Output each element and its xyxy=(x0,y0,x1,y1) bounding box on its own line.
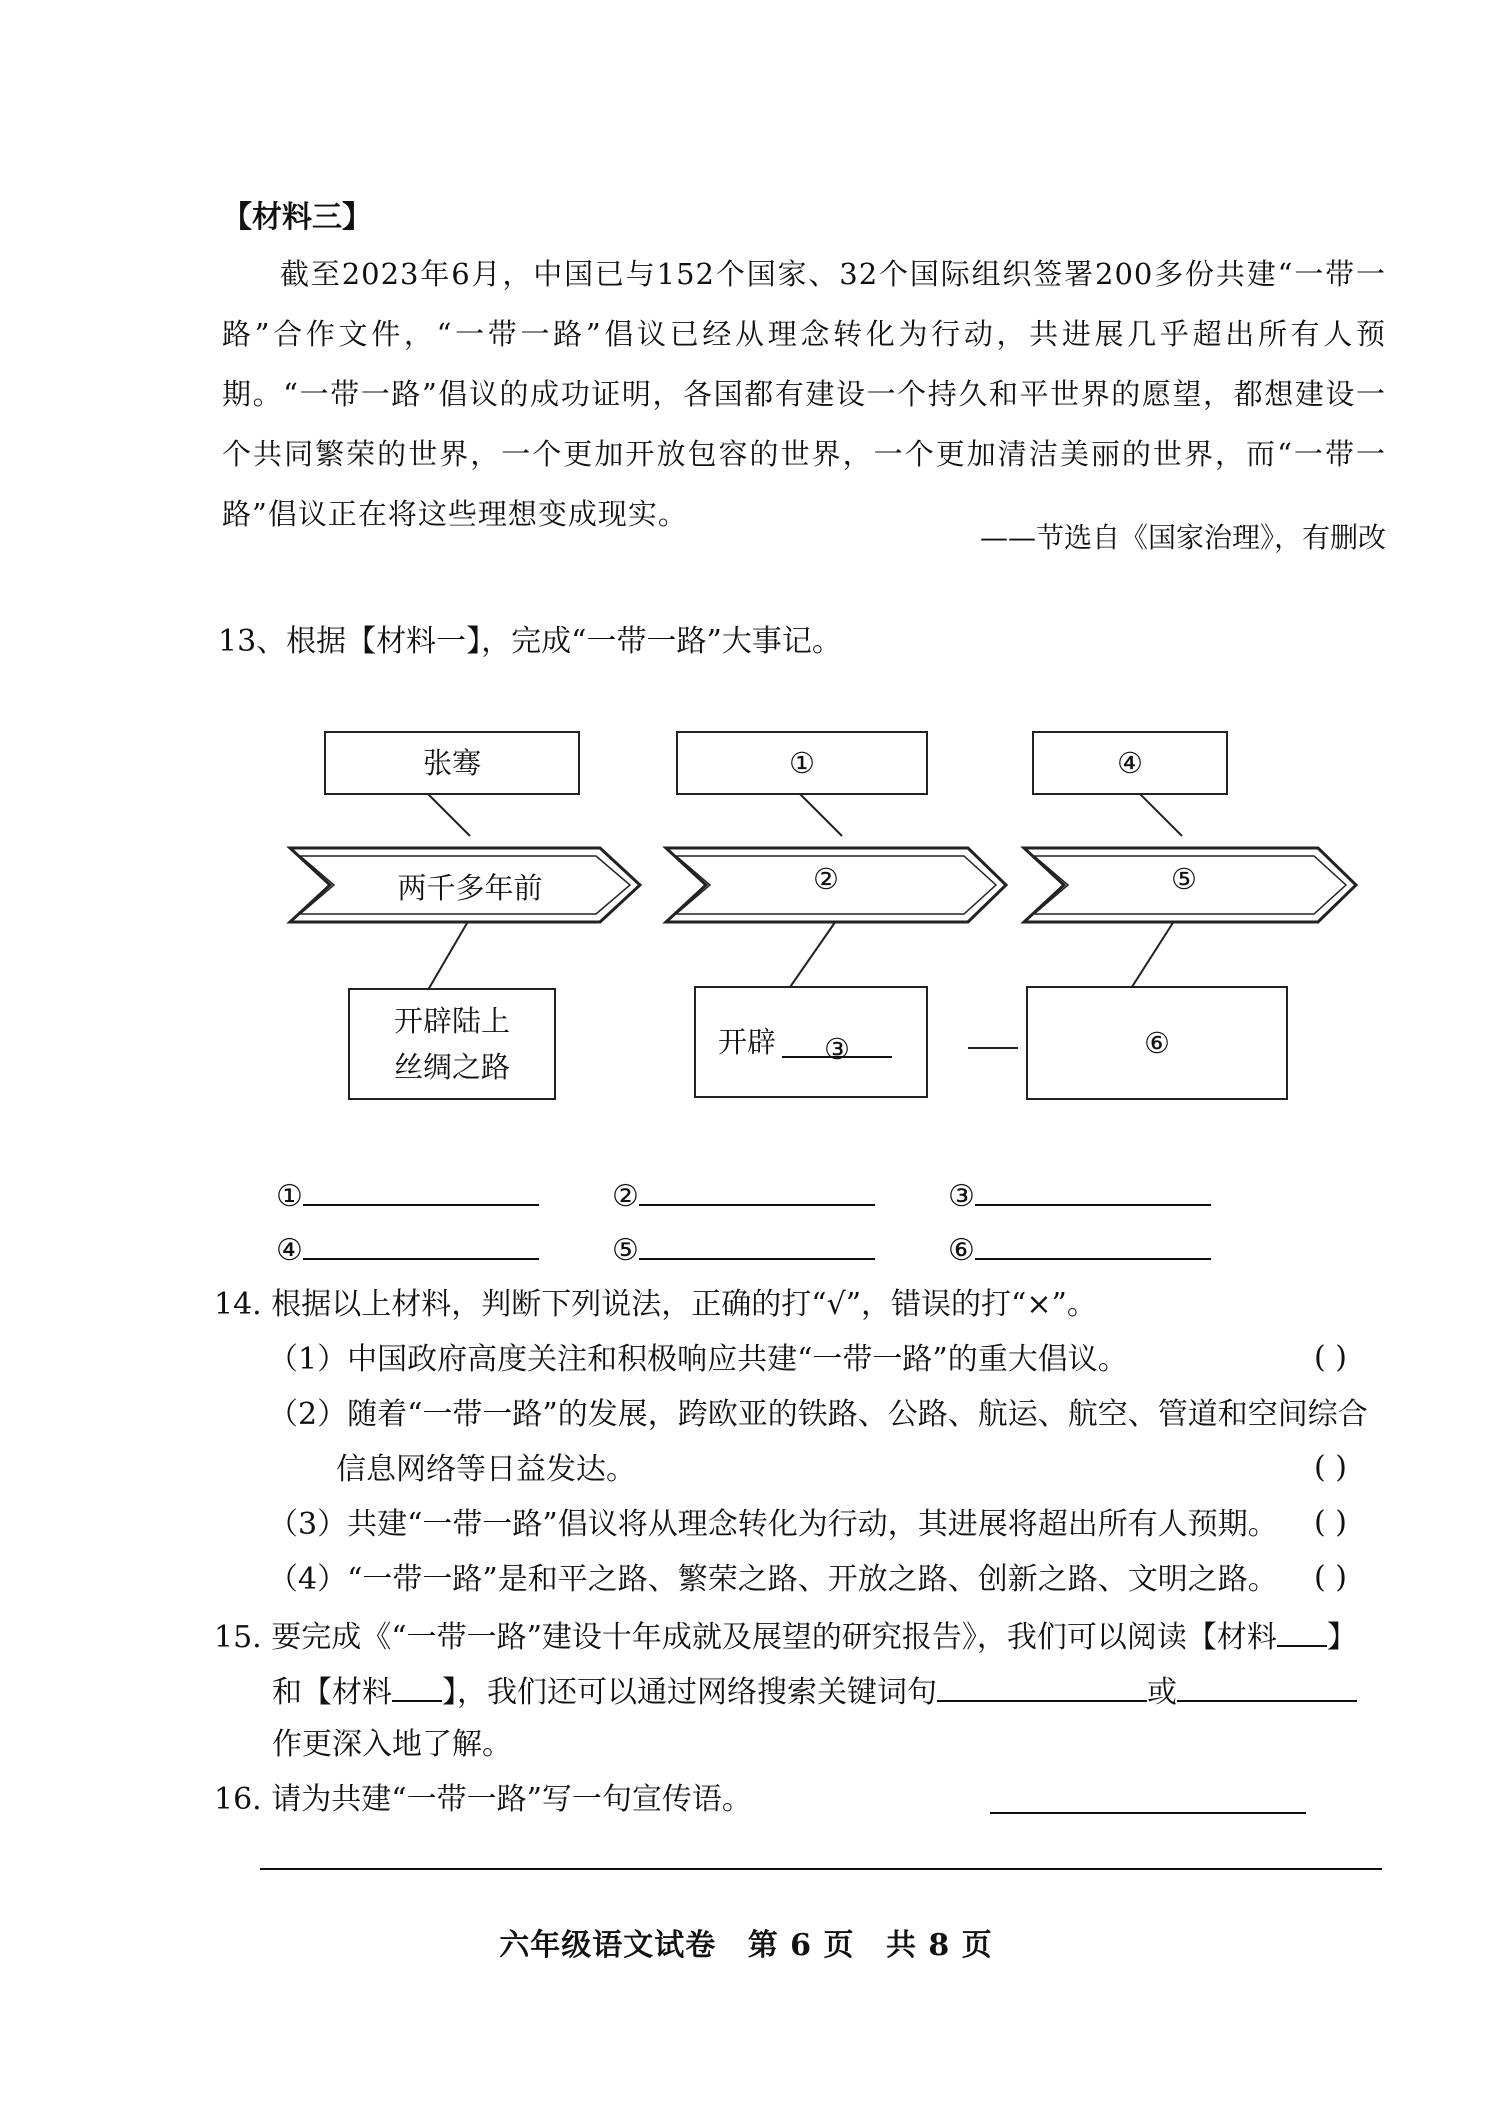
bottom-box-2-prefix: 开辟 xyxy=(718,1025,777,1059)
material-source: ——节选自《国家治理》，有删改 xyxy=(979,521,1386,554)
answer-2[interactable]: ② xyxy=(612,1174,875,1214)
answer-1[interactable]: ① xyxy=(276,1174,539,1214)
arrow-label-3: ⑤ xyxy=(1171,862,1197,896)
material-paragraph: 截至2023年6月，中国已与152个国家、32个国际组织签署200多份共建“一带一路”合作文件，“一带一路”倡议已经从理念转化为行动，共进展几乎超出所有人预期。“一带一路”倡议的成功证明，各国都有建设一个持久和平世界的愿望，都想建设一个共同繁荣的世界，一个更加开放包容的世界，一个更加清洁美丽的世界，而“一带一路”倡议正在将这些理想变成现实。 xyxy=(222,257,1386,531)
answer-5[interactable]: ⑤ xyxy=(612,1228,875,1268)
timeline-top-box-2: ① xyxy=(676,731,928,795)
bottom-box-2-blank: ③ xyxy=(782,1026,892,1058)
arrow-label-2: ② xyxy=(813,862,839,896)
timeline-top-box-3: ④ xyxy=(1032,731,1228,795)
bottom-box-1-line2: 丝绸之路 xyxy=(393,1050,510,1084)
timeline-bottom-box-1 xyxy=(348,988,556,1100)
question-16: 16. 请为共建“一带一路”写一句宣传语。 xyxy=(214,1782,752,1817)
q14-answer-1[interactable]: ( ) xyxy=(1314,1340,1347,1375)
q14-item-2-cont: 信息网络等日益发达。 xyxy=(336,1452,636,1487)
q15-line1: 15. 要完成《“一带一路”建设十年成就及展望的研究报告》，我们可以阅读【材料 xyxy=(214,1620,1277,1655)
q16-answer-line-2[interactable] xyxy=(260,1868,1382,1870)
q14-item-4: （4）“一带一路”是和平之路、繁荣之路、开放之路、创新之路、文明之路。 xyxy=(268,1562,1278,1597)
question-13: 13、根据【材料一】，完成“一带一路”大事记。 xyxy=(218,624,842,659)
answer-3[interactable]: ③ xyxy=(948,1174,1211,1214)
question-15: 15. 要完成《“一带一路”建设十年成就及展望的研究报告》，我们可以阅读【材料 】 xyxy=(214,1615,1357,1658)
page-footer xyxy=(0,1920,1492,1964)
footer-total: 共 8 页 xyxy=(885,1928,993,1963)
arrow-label-1: 两千多年前 xyxy=(397,871,543,905)
q15-blank-material-b[interactable] xyxy=(392,1670,442,1702)
answer-6[interactable]: ⑥ xyxy=(948,1228,1211,1268)
footer-subject: 六年级语文试卷 xyxy=(499,1928,717,1963)
q15-blank-keyword-1[interactable] xyxy=(937,1670,1147,1702)
timeline-bottom-box-3: ⑥ xyxy=(1026,986,1288,1100)
material-title: 【材料三】 xyxy=(222,200,372,235)
q14-answer-3[interactable]: ( ) xyxy=(1314,1505,1347,1540)
q16-answer-line-1[interactable] xyxy=(990,1812,1306,1814)
footer-page: 第 6 页 xyxy=(747,1928,855,1963)
q14-item-2: （2）随着“一带一路”的发展，跨欧亚的铁路、公路、航运、航空、管道和空间综合 xyxy=(268,1397,1368,1432)
q14-answer-2[interactable]: ( ) xyxy=(1314,1450,1347,1485)
q15-blank-keyword-2[interactable] xyxy=(1177,1670,1357,1702)
q14-item-3: （3）共建“一带一路”倡议将从理念转化为行动，其进展将超出所有人预期。 xyxy=(268,1507,1278,1542)
question-14: 14. 根据以上材料，判断下列说法，正确的打“√”，错误的打“×”。 xyxy=(214,1287,1097,1322)
q15-blank-material-a[interactable] xyxy=(1277,1615,1327,1647)
timeline-bottom-box-2 xyxy=(694,986,928,1098)
bottom-box-1-line1: 开辟陆上 xyxy=(393,1004,510,1038)
q14-item-1: （1）中国政府高度关注和积极响应共建“一带一路”的重大倡议。 xyxy=(268,1342,1128,1377)
q14-answer-4[interactable]: ( ) xyxy=(1314,1560,1347,1595)
q15-line3: 作更深入地了解。 xyxy=(272,1727,512,1762)
question-15-line2: 和【材料 】，我们还可以通过网络搜索关键词句 或 xyxy=(272,1670,1357,1713)
timeline-top-box-1: 张骞 xyxy=(324,731,580,795)
answer-4[interactable]: ④ xyxy=(276,1228,539,1268)
